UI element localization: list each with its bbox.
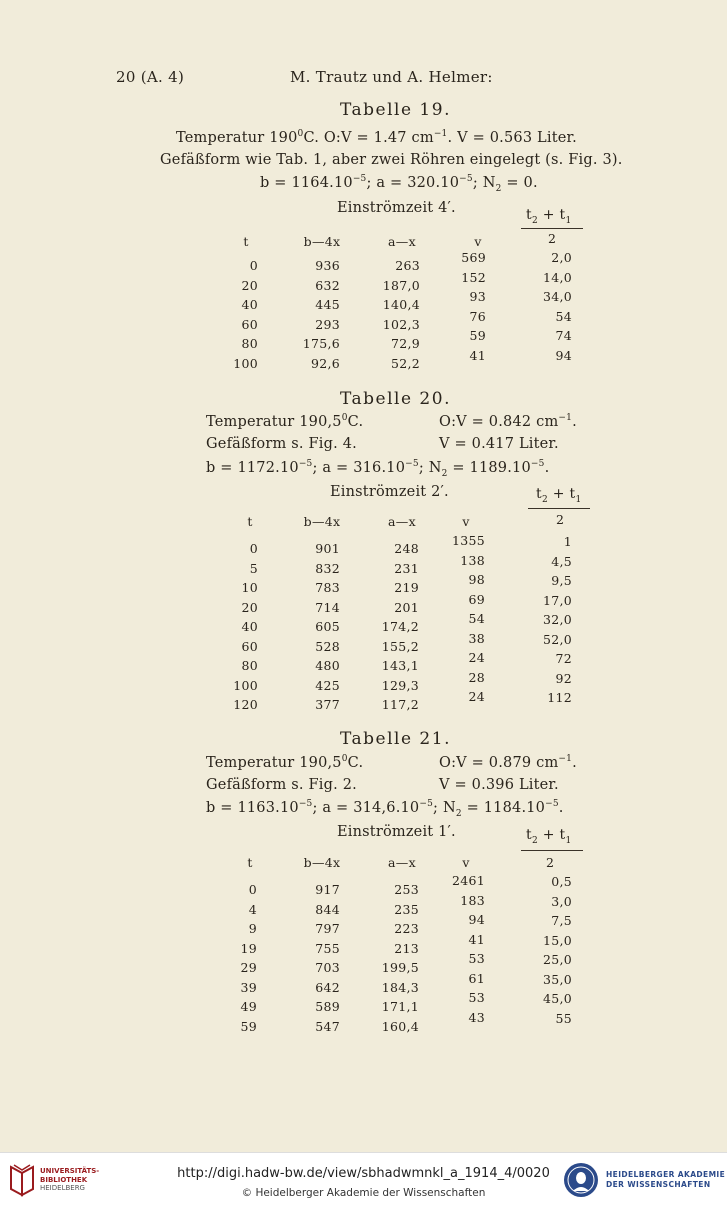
table-cell: 248: [394, 541, 419, 556]
table-cell: 184,3: [381, 979, 419, 995]
table-19-fraction-bar: [521, 228, 583, 229]
table-cell: 425: [315, 677, 340, 693]
table-cell: 20: [241, 277, 258, 293]
table-cell: 171,1: [381, 999, 419, 1014]
v-cell: 59: [469, 328, 486, 343]
table-19-title: Tabelle 19.: [340, 100, 451, 120]
table-21-title: Tabelle 21.: [340, 729, 451, 749]
table-cell: 120: [233, 697, 258, 712]
v-cell: 41: [469, 347, 486, 363]
column-header: a—x: [388, 855, 416, 870]
table-cell: 235: [394, 901, 419, 917]
mean-time-cell: 72: [555, 651, 572, 666]
table-21-fraction-bar: [521, 850, 583, 851]
mean-time-cell: 0,5: [551, 874, 572, 889]
table-cell: 102,3: [382, 316, 420, 332]
table-21-einstroemzeit: Einströmzeit 1′.: [337, 824, 456, 840]
table-cell: 605: [315, 619, 340, 634]
mean-time-cell: 45,0: [542, 991, 572, 1006]
table-cell: 632: [315, 277, 340, 293]
authors-header: M. Trautz und A. Helmer:: [290, 68, 493, 86]
v-cell: 569: [461, 250, 486, 265]
table-cell: 547: [315, 1018, 340, 1034]
table-20-fraction-bar: [528, 508, 590, 509]
mean-time-cell: 9,5: [551, 573, 572, 588]
table-cell: 231: [394, 560, 419, 576]
table-cell: 219: [394, 580, 419, 595]
mean-time-cell: 74: [555, 328, 572, 343]
footer-bar: [0, 1152, 727, 1208]
table-cell: 263: [395, 258, 420, 273]
table-cell: 377: [315, 697, 340, 712]
table-cell: 797: [315, 921, 340, 936]
v-cell: 54: [468, 611, 485, 626]
v-cell: 138: [460, 552, 485, 568]
v-cell: 41: [468, 931, 485, 947]
table-cell: 445: [315, 297, 340, 312]
mean-time-cell: 15,0: [542, 932, 572, 948]
column-header: t: [243, 234, 249, 249]
table-20-concentrations: $b = 1172.10^{-5}$; $a = 316.10^{-5}$; $N_2 = 1189.10^{-5}$.: [206, 459, 550, 479]
table-21-ov-ratio: O:V = 0.879 $cm^{-1}$.: [439, 754, 577, 771]
table-19-einstroemzeit: Einströmzeit 4′.: [337, 200, 456, 216]
table-21-fraction-numerator: $t_2 + t_1$: [526, 827, 572, 846]
table-cell: 642: [315, 979, 340, 995]
table-21-volume: V = 0.396 Liter.: [439, 777, 559, 793]
v-cell: 53: [468, 951, 485, 966]
table-cell: 293: [315, 316, 340, 332]
table-cell: 49: [240, 999, 257, 1014]
column-header: a—x: [388, 234, 416, 249]
column-header: t: [247, 855, 253, 870]
table-cell: 10: [241, 580, 258, 595]
table-cell: 59: [240, 1018, 257, 1034]
table-cell: 213: [394, 940, 419, 956]
table-cell: 129,3: [381, 677, 419, 693]
table-cell: 155,2: [381, 638, 419, 654]
mean-time-cell: 7,5: [551, 913, 572, 928]
table-21-vessel-shape: Gefäßform s. Fig. 2.: [206, 777, 357, 793]
table-cell: 201: [394, 599, 419, 615]
v-cell: 69: [468, 591, 485, 607]
table-cell: 60: [241, 638, 258, 654]
mean-time-cell: 3,0: [551, 893, 572, 909]
mean-time-cell: 55: [555, 1010, 572, 1026]
table-cell: 936: [315, 258, 340, 273]
mean-time-cell: 92: [555, 670, 572, 686]
mean-time-cell: 35,0: [542, 971, 572, 987]
v-cell: 53: [468, 990, 485, 1005]
table-21-fraction-denominator: 2: [546, 855, 555, 870]
v-cell: 98: [468, 572, 485, 587]
table-cell: 755: [315, 940, 340, 956]
table-cell: 29: [240, 960, 257, 975]
table-cell: 783: [315, 580, 340, 595]
mean-time-cell: 34,0: [542, 289, 572, 304]
mean-time-cell: 54: [555, 308, 572, 324]
mean-time-cell: 14,0: [542, 269, 572, 285]
table-cell: 5: [249, 560, 258, 576]
table-cell: 40: [241, 297, 258, 312]
v-cell: 183: [460, 892, 485, 908]
table-cell: 72,9: [390, 336, 420, 351]
permalink-url[interactable]: http://digi.hadw-bw.de/view/sbhadwmnkl_a_1914_4/0020: [177, 1166, 550, 1181]
table-20-einstroemzeit: Einströmzeit 2′.: [330, 484, 449, 500]
column-header: t: [247, 514, 253, 529]
table-cell: 714: [315, 599, 340, 615]
mean-time-cell: 32,0: [542, 612, 572, 627]
table-cell: 528: [315, 638, 340, 654]
mean-time-cell: 17,0: [542, 592, 572, 608]
mean-time-cell: 25,0: [542, 952, 572, 967]
table-cell: 100: [233, 677, 258, 693]
v-cell: 152: [461, 269, 486, 285]
column-header: v: [462, 855, 470, 870]
page-number-header: 20 (A. 4): [116, 68, 185, 86]
table-20-ov-ratio: O:V = 0.842 $cm^{-1}$.: [439, 413, 577, 430]
column-header: b—4x: [303, 855, 341, 870]
table-20-fraction-denominator: 2: [556, 512, 565, 527]
table-cell: 480: [315, 658, 340, 673]
table-cell: 844: [315, 901, 340, 917]
table-cell: 80: [241, 658, 258, 673]
table-19-fraction-denominator: 2: [548, 231, 557, 246]
v-cell: 24: [468, 650, 485, 665]
academy-name: HEIDELBERGER AKADEMIE DER WISSENSCHAFTEN: [606, 1170, 726, 1189]
table-cell: 0: [249, 258, 258, 273]
table-cell: 80: [241, 336, 258, 351]
v-cell: 2461: [451, 873, 485, 888]
academy-seal-icon: [562, 1161, 600, 1199]
table-20-volume: V = 0.417 Liter.: [439, 436, 559, 452]
table-20-vessel-shape: Gefäßform s. Fig. 4.: [206, 436, 357, 452]
table-cell: 140,4: [382, 297, 420, 312]
table-cell: 39: [240, 979, 257, 995]
table-cell: 143,1: [381, 658, 419, 673]
table-cell: 223: [394, 921, 419, 936]
mean-time-cell: 2,0: [551, 250, 572, 265]
table-cell: 0: [249, 541, 258, 556]
v-cell: 93: [469, 289, 486, 304]
v-cell: 38: [468, 630, 485, 646]
table-cell: 52,2: [390, 355, 420, 371]
column-header: b—4x: [303, 514, 341, 529]
table-19-fraction-numerator: $t_2 + t_1$: [526, 207, 572, 226]
v-cell: 43: [468, 1009, 485, 1025]
table-cell: 199,5: [381, 960, 419, 975]
table-20-temperature: Temperatur 190,5$^0$C.: [206, 413, 364, 430]
v-cell: 1355: [451, 533, 485, 548]
table-19-conditions-line3: $b = 1164.10^{-5}$; $a = 320.10^{-5}$; $N_2 = 0$.: [260, 174, 538, 194]
table-cell: 20: [241, 599, 258, 615]
v-cell: 61: [468, 970, 485, 986]
table-cell: 92,6: [310, 355, 340, 371]
table-21-temperature: Temperatur 190,5$^0$C.: [206, 754, 364, 771]
table-cell: 901: [315, 541, 340, 556]
mean-time-cell: 52,0: [542, 631, 572, 647]
table-cell: 253: [394, 882, 419, 897]
mean-time-cell: 112: [547, 690, 572, 705]
column-header: a—x: [388, 514, 416, 529]
table-cell: 0: [248, 882, 257, 897]
table-20-title: Tabelle 20.: [340, 389, 451, 409]
column-header: v: [474, 234, 482, 249]
table-cell: 187,0: [382, 277, 420, 293]
table-cell: 40: [241, 619, 258, 634]
table-cell: 160,4: [381, 1018, 419, 1034]
copyright-notice: © Heidelberger Akademie der Wissenschaften: [241, 1187, 486, 1199]
mean-time-cell: 1: [563, 534, 572, 549]
table-20-fraction-numerator: $t_2 + t_1$: [536, 486, 582, 505]
v-cell: 28: [468, 669, 485, 685]
table-cell: 589: [315, 999, 340, 1014]
table-cell: 4: [248, 901, 257, 917]
table-cell: 832: [315, 560, 340, 576]
mean-time-cell: 4,5: [551, 553, 572, 569]
mean-time-cell: 94: [555, 347, 572, 363]
table-cell: 703: [315, 960, 340, 975]
v-cell: 24: [468, 689, 485, 704]
v-cell: 76: [469, 308, 486, 324]
column-header: v: [462, 514, 470, 529]
university-library-name: UNIVERSITÄTS- BIBLIOTHEK HEIDELBERG: [40, 1167, 100, 1192]
table-cell: 117,2: [381, 697, 419, 712]
table-cell: 19: [240, 940, 257, 956]
table-19-conditions-line2: Gefäßform wie Tab. 1, aber zwei Röhren eingelegt (s. Fig. 3).: [160, 152, 623, 168]
table-cell: 9: [248, 921, 257, 936]
table-cell: 100: [233, 355, 258, 371]
table-19-conditions-line1: Temperatur $190^0C$. O:V = 1.47 $cm^{-1}$. V = 0.563 Liter.: [176, 129, 577, 146]
v-cell: 94: [468, 912, 485, 927]
table-cell: 60: [241, 316, 258, 332]
table-21-concentrations: $b = 1163.10^{-5}$; $a = 314,6.10^{-5}$; $N_2 = 1184.10^{-5}$.: [206, 799, 564, 819]
table-cell: 174,2: [381, 619, 419, 634]
column-header: b—4x: [303, 234, 341, 249]
table-cell: 917: [315, 882, 340, 897]
table-cell: 175,6: [302, 336, 340, 351]
